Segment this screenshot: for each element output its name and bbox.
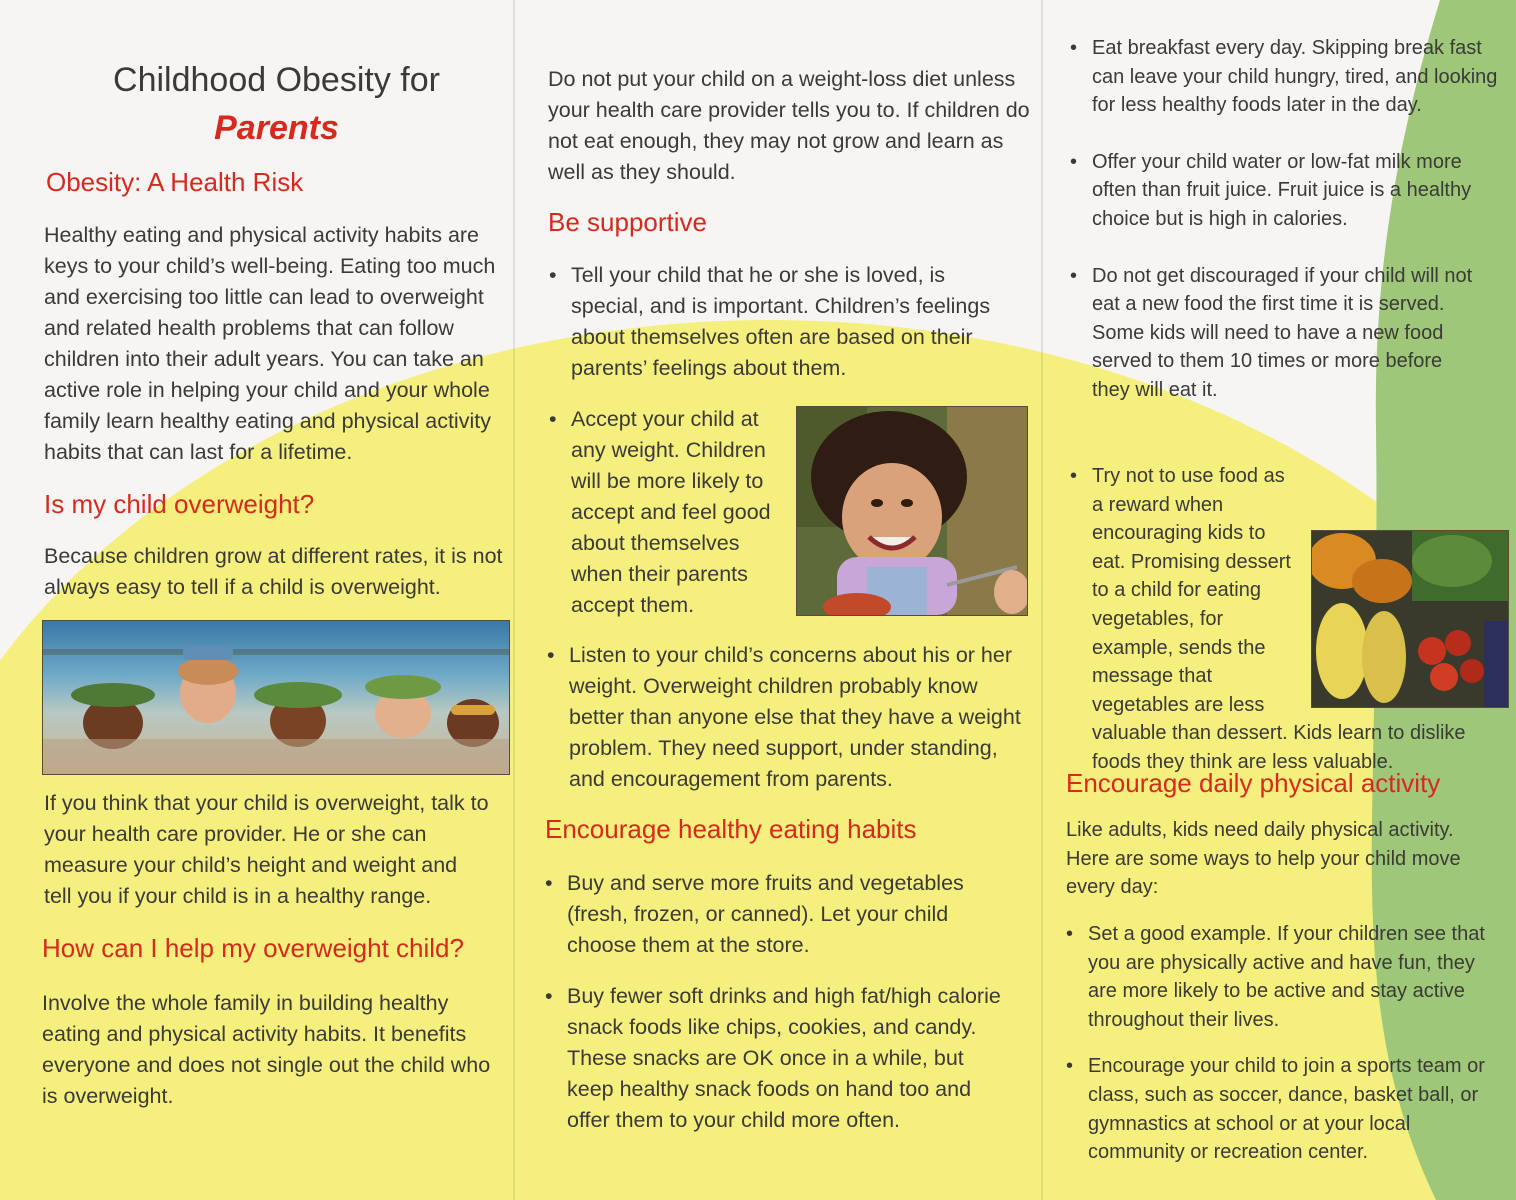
photo-children-in-water [42,620,510,775]
bullet-sports: • Encourage your child to join a sports team or class, such as soccer, dance, basket ball, or gymnastics at school or at your local community or recreation center. [1064,1052,1504,1166]
title-line-1: Childhood Obesity for [113,61,440,99]
list-healthy-eating [543,868,1013,1136]
bullet-listen: • Listen to your child’s concerns about his or her weight. Overweight children probably know better than anyone else that they have a weight problem. They need support, under standing, and encouragement from parents. [545,640,1025,795]
bullet-fruits: • Buy and serve more fruits and vegetables (fresh, frozen, or canned). Let your child choose them at the store. [543,868,1013,961]
paragraph-how-to-help: Involve the whole family in building healthy eating and physical activity habits. It benefits everyone and does not single out the child who is overweight. [42,991,491,1108]
bullet-good-example: • Set a good example. If your children see that you are physically active and have fun, they are more likely to be active and stay active throughout their lives. [1064,920,1504,1034]
bullet-reward-text: Try not to use food as a reward when encouraging kids to eat. Promising dessert to a child for eating vegetables, for example, sends the message that vegetables are less valuable than dessert. Kids learn to dislike foods they think are less valuable. [1092,465,1466,773]
bullet-water: • Offer your child water or low-fat milk more often than fruit juice. Fruit juice is a healthy choice but is high in calories. [1068,148,1508,234]
heading-be-supportive: Be supportive [548,207,707,237]
heading-healthy-eating: Encourage healthy eating habits [545,814,917,844]
bullet-breakfast: • Eat breakfast every day. Skipping break fast can leave your child hungry, tired, and looking for less healthy foods later in the day. [1068,34,1508,120]
list-healthy-eating-continued [1068,34,1508,405]
paragraph-is-overweight: Because children grow at different rates, it is not always easy to tell if a child is overweight. [44,544,503,599]
paragraph-talk-to-provider: If you think that your child is overweight, talk to your health care provider. He or she can measure your child’s height and weight and tell you if your child is in a healthy range. [44,791,489,908]
list-listen [545,640,1025,795]
bullet-snacks: • Buy fewer soft drinks and high fat/high calorie snack foods like chips, cookies, and candy. These snacks are OK once in a while, but keep healthy snack foods on hand too and offer them to your child more often. [543,981,1013,1136]
fold-line-left [513,0,515,1200]
paragraph-physical-activity: Like adults, kids need daily physical activity. Here are some ways to help your child move every day: [1066,819,1461,899]
photo-vegetables [1311,530,1509,708]
bullet-discouraged: • Do not get discouraged if your child will not eat a new food the first time it is served. Some kids will need to have a new food served to them 10 times or more before they will eat it. [1068,262,1482,405]
heading-how-to-help: How can I help my overweight child? [42,933,464,963]
fold-line-right [1041,0,1043,1200]
paragraph-health-risk: Healthy eating and physical activity habits are keys to your child’s well-being. Eating too much and exercising too little can lead to overweight and related health problems that can follow children into their adult years. You can take an active role in helping your child and your whole family learn healthy eating and physical activity habits that can last for a lifetime. [44,223,496,464]
heading-health-risk: Obesity: A Health Risk [46,167,304,197]
list-accept [547,404,792,621]
bullet-accept: • Accept your child at any weight. Children will be more likely to accept and feel good about themselves when their parents accept them. [547,404,792,621]
bullet-loved: • Tell your child that he or she is loved, is special, and is important. Children’s feelings about themselves often are based on their parents’ feelings about them. [547,260,1011,384]
page-title [44,56,509,152]
heading-is-overweight: Is my child overweight? [44,489,315,519]
photo-smiling-girl [796,406,1028,616]
heading-physical-activity: Encourage daily physical activity [1066,768,1441,798]
list-supportive [547,260,1017,384]
list-physical-activity [1064,920,1504,1167]
title-line-2: Parents [214,109,339,147]
paragraph-no-diet: Do not put your child on a weight-loss diet unless your health care provider tells you to. If children do not eat enough, they may not grow and learn as well as they should. [548,67,1030,184]
